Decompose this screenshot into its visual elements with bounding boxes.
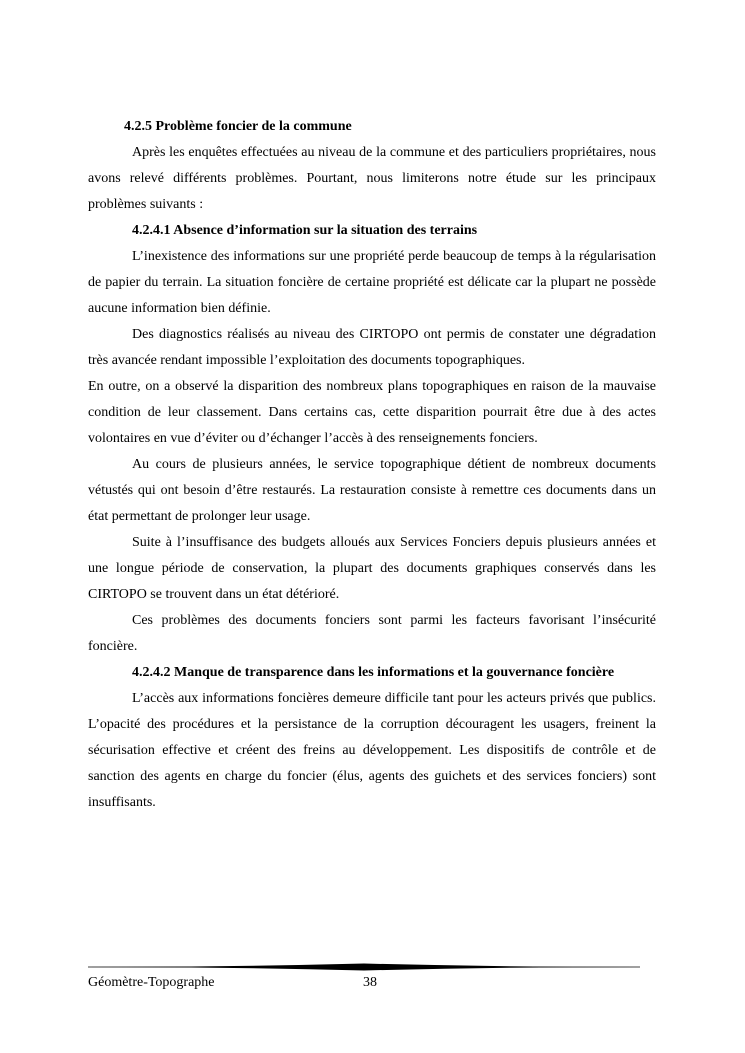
paragraph: En outre, on a observé la disparition des nombreux plans topographiques en raison de la mauvaise condition de leur classement. Dans certains cas, cette disparition pourrait être due à des actes volontaires en vue d’éviter ou d’échanger l’accès à des renseignements fonciers. [88, 379, 656, 446]
paragraph: L’accès aux informations foncières demeure difficile tant pour les acteurs privés que publics. L’opacité des procédures et la persistance de la corruption découragent les usagers, freinent la sécurisation effective et créent des freins au développement. Les dispositifs de contrôle et de sanction des agents en charge du foncier (élus, agents des guichets et des services fonciers) sont insuffisants. [88, 691, 656, 810]
paragraph: Au cours de plusieurs années, le service topographique détient de nombreux documents vétustés qui ont besoin d’être restaurés. La restauration consiste à remettre ces documents dans un état permettant de prolonger leur usage. [88, 457, 656, 524]
page-number: 38 [363, 975, 377, 990]
footer-divider [88, 962, 640, 972]
intro-paragraph: Après les enquêtes effectuées au niveau de la commune et des particuliers propriétaires, nous avons relevé différents problèmes. Pourtant, nous limiterons notre étude sur les principaux problèmes suivants : [88, 145, 656, 212]
page-body [88, 114, 656, 816]
footer-text: Géomètre-Topographe [88, 975, 215, 990]
subsection-2-heading: 4.2.4.2 Manque de transparence dans les informations et la gouvernance foncière [132, 665, 615, 680]
paragraph: Ces problèmes des documents fonciers sont parmi les facteurs favorisant l’insécurité foncière. [88, 613, 656, 654]
subsection-1-heading: 4.2.4.1 Absence d’information sur la situation des terrains [132, 223, 478, 238]
section-heading: 4.2.5 Problème foncier de la commune [124, 119, 352, 134]
paragraph: L’inexistence des informations sur une propriété perde beaucoup de temps à la régularisation de papier du terrain. La situation foncière de certaine propriété est délicate car la plupart ne possède aucune information bien définie. [88, 249, 656, 316]
paragraph: Suite à l’insuffisance des budgets alloués aux Services Fonciers depuis plusieurs années et une longue période de conservation, la plupart des documents graphiques conservés dans les CIRTOPO se trouvent dans un état détérioré. [88, 535, 656, 602]
paragraph: Des diagnostics réalisés au niveau des CIRTOPO ont permis de constater une dégradation très avancée rendant impossible l’exploitation des documents topographiques. [88, 327, 656, 368]
